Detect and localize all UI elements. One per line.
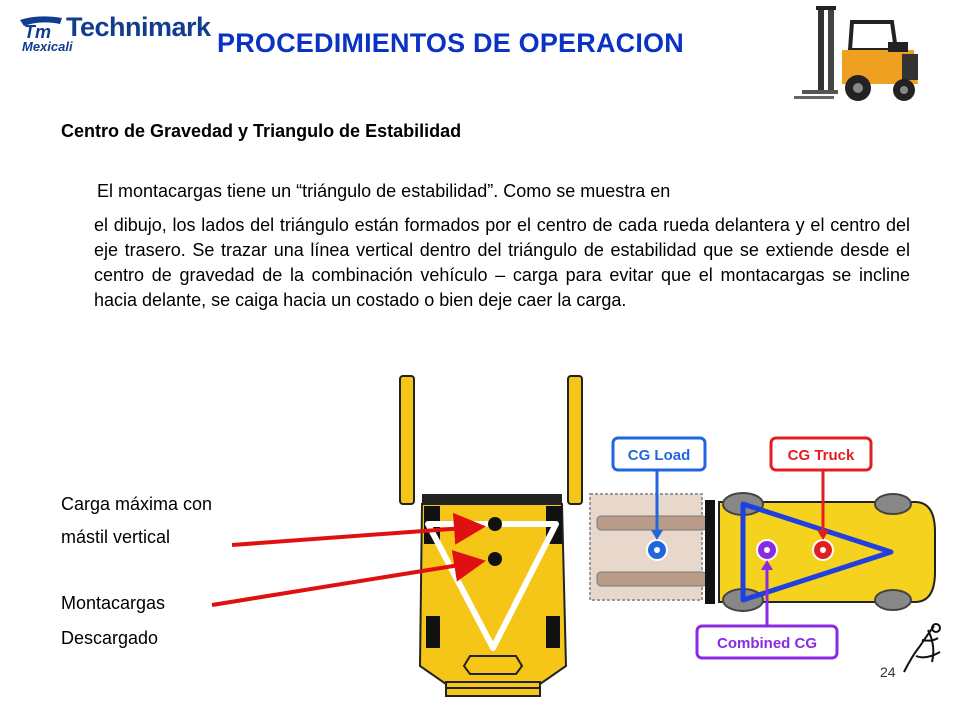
wheel-rear-top [875,494,911,514]
section-subtitle: Centro de Gravedad y Triangulo de Estabilidad [61,121,462,141]
cg-truck-label: CG Truck [787,447,855,464]
wheel-rear-bottom [875,590,911,610]
company-logo [18,12,211,58]
forklift-top-view-diagram [390,366,600,720]
page-number: 24 [880,664,896,680]
rear-left-wheel [426,616,440,648]
left-fork [400,376,414,504]
cg-dot-unloaded [488,552,502,566]
mast-bar [422,494,562,504]
logo-name: Technimark [66,12,211,42]
signature-mark [898,616,948,678]
label-max-load-line2: mástil vertical [61,527,171,547]
combined-cg-label: Combined CG [717,635,817,652]
label-unloaded-line2: Descargado [61,628,159,648]
cg-dot-max-load [488,517,502,531]
forklift-icon [792,4,932,106]
forklift-body [420,504,566,696]
paragraph-first-line: El montacargas tiene un “triángulo de estabilidad”. Como se muestra en [97,181,671,201]
page-title: PROCEDIMIENTOS DE OPERACION [217,28,684,58]
label-max-load-line1: Carga máxima con [61,494,213,514]
logo-sublabel: Mexicali [22,39,73,54]
rear-right-wheel [546,616,560,648]
paragraph-body: el dibujo, los lados del triángulo están formados por el centro de cada rueda delantera y el centro del eje trasero. Se trazar una línea vertical dentro del triángulo de estabilidad que se extiende desde el centro de gravedad de la combinación vehículo – carga para evitar que el montacargas se incline hacia delante, se caiga hacia un costado o bien deje caer la carga. [94,215,910,310]
cg-load-label: CG Load [627,447,691,464]
logo-mark-text: Tm [24,22,51,40]
logo-mark-icon [18,14,68,40]
label-unloaded-line1: Montacargas [61,593,166,613]
right-fork [568,376,582,504]
forklift-cg-diagram [585,432,940,662]
